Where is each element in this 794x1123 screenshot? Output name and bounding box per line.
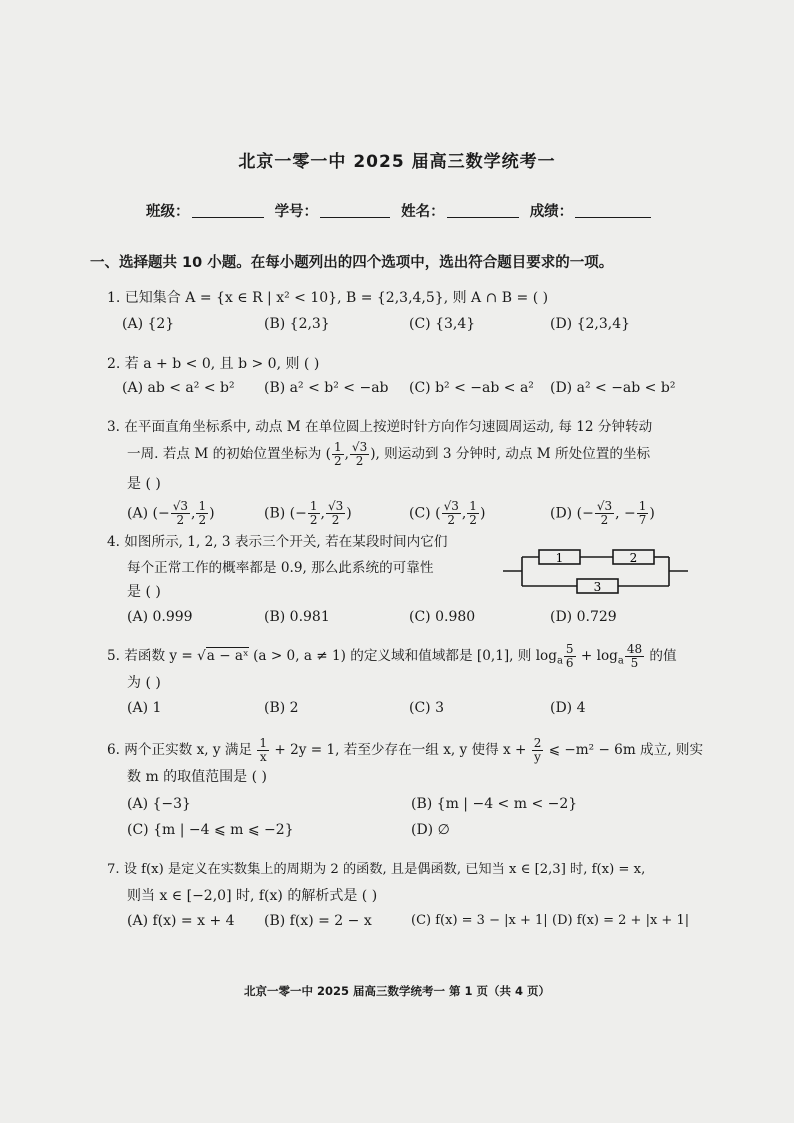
q5-plus-log: + log xyxy=(576,648,618,664)
q7-option-b: (B) f(x) = 2 − x xyxy=(264,913,372,929)
switch-2-label: 2 xyxy=(629,551,638,565)
question-6-line-2: 数 m 的取值范围是 ( ) xyxy=(127,769,267,785)
q6-option-b: (B) {m | −4 < m < −2} xyxy=(411,796,578,812)
frac-num: √3 xyxy=(327,499,344,513)
q6-fraction-2 xyxy=(532,737,544,764)
q5-option-c: (C) 3 xyxy=(409,700,444,716)
page-footer: 北京一零一中 2025 届高三数学统考一 第 1 页（共 4 页） xyxy=(243,984,551,998)
frac-num: 1 xyxy=(259,736,268,750)
q6-prefix: 6. 两个正实数 x, y 满足 xyxy=(107,742,257,758)
q7-option-d: (D) f(x) = 2 + |x + 1| xyxy=(552,913,690,928)
q3-option-d: (D) (− $\frac{√3}{2}$ , − $\frac{1}{7}$ ) xyxy=(550,499,655,527)
student-info-line xyxy=(146,200,657,221)
q4-option-c: (C) 0.980 xyxy=(409,609,476,625)
frac-num: 2 xyxy=(533,736,542,750)
q3-c-x xyxy=(442,500,461,527)
q3-init-x-fraction xyxy=(332,441,344,468)
q3-c-y xyxy=(467,500,479,527)
score-label: 成绩： xyxy=(529,204,574,220)
q5-option-d: (D) 4 xyxy=(550,700,586,716)
q4-option-a: (A) 0.999 xyxy=(127,609,193,625)
q1-option-b: (B) {2,3} xyxy=(264,316,330,332)
frac-den: 2 xyxy=(331,513,340,527)
q3-frac-num: 1 xyxy=(333,440,342,454)
question-4-line-3: 是 ( ) xyxy=(127,584,161,600)
question-7-line-1: 7. 设 f(x) 是定义在实数集上的周期为 2 的函数, 且是偶函数, 已知当 x ∈ [2,3] 时, f(x) = x, xyxy=(107,862,646,877)
q5-option-a: (A) 1 xyxy=(127,700,162,716)
question-5-line-1: 5. 若函数 y = √a − aˣ (a > 0, a ≠ 1) 的定义域和值域都是 [0,1], 则 $\log_a$ $\frac{5}{6}$ + $\log_a$ $\frac{48}{5}$ 的值 xyxy=(107,642,677,670)
student-id-label: 学号： xyxy=(274,204,319,220)
q3-option-c: (C) ( $\frac{√3}{2}$ , $\frac{1}{2}$ ) xyxy=(409,499,486,527)
q6-middle: + 2y = 1, 若至少存在一组 x, y 使得 x + xyxy=(270,742,531,758)
q5-suffix: 的值 xyxy=(645,648,677,664)
frac-num: √3 xyxy=(596,499,613,513)
question-3-line-3: 是 ( ) xyxy=(127,476,161,492)
q3-frac-num: √3 xyxy=(351,440,368,454)
question-6-line-1 xyxy=(107,737,703,764)
q3-option-b: (B) (− $\frac{1}{2}$ , $\frac{√3}{2}$ ) xyxy=(264,499,352,527)
frac-den: 2 xyxy=(447,513,456,527)
q1-option-d: (D) {2,3,4} xyxy=(550,316,631,332)
q4-option-b: (B) 0.981 xyxy=(264,609,330,625)
frac-num: √3 xyxy=(172,499,188,513)
frac-den: 2 xyxy=(176,513,185,527)
q6-suffix: ⩽ −m² − 6m 成立, 则实 xyxy=(544,742,704,758)
switch-circuit-diagram xyxy=(503,542,688,600)
q3-a-y xyxy=(196,500,208,527)
q3-b-x xyxy=(308,500,320,527)
switch-1-label: 1 xyxy=(555,551,564,565)
frac-num: 1 xyxy=(638,499,647,513)
q5-sqrt-expression: a − aˣ xyxy=(206,648,249,664)
q1-option-c: (C) {3,4} xyxy=(409,316,476,332)
question-7-line-2: 则当 x ∈ [−2,0] 时, f(x) 的解析式是 ( ) xyxy=(127,888,378,904)
frac-den: 6 xyxy=(565,656,574,670)
frac-den: 2 xyxy=(198,513,207,527)
frac-num: 1 xyxy=(309,499,318,513)
q3-init-y-fraction xyxy=(350,441,369,468)
q3-line2-prefix: 一周. 若点 M 的初始位置坐标为 ( xyxy=(127,446,331,462)
q3-c-label: (C) xyxy=(409,505,431,522)
frac-den: x xyxy=(259,750,267,764)
q3-line2-suffix: ), 则运动到 3 分钟时, 动点 M 所处位置的坐标 xyxy=(370,446,651,462)
question-2-stem: 2. 若 a + b < 0, 且 b > 0, 则 ( ) xyxy=(107,356,320,372)
student-id-blank[interactable] xyxy=(320,203,390,218)
q2-option-b: (B) a² < b² < −ab xyxy=(264,380,389,396)
question-4-line-2: 每个正常工作的概率都是 0.9, 那么此系统的可靠性 xyxy=(127,560,434,576)
frac-den: 2 xyxy=(469,513,477,527)
frac-den: y xyxy=(534,750,541,764)
q5-log-base: a xyxy=(556,655,563,667)
score-blank[interactable] xyxy=(575,203,651,218)
q3-frac-den: 2 xyxy=(333,454,342,468)
q1-option-a: (A) {2} xyxy=(122,316,175,332)
q7-option-c: (C) f(x) = 3 − |x + 1| xyxy=(411,913,548,928)
name-blank[interactable] xyxy=(447,203,519,218)
q3-b-label: (B) xyxy=(264,505,286,522)
frac-num: 1 xyxy=(198,499,207,513)
q5-fraction-1 xyxy=(564,643,576,670)
class-blank[interactable] xyxy=(192,203,264,218)
q3-b-y xyxy=(326,500,345,527)
q3-frac-den: 2 xyxy=(355,454,364,468)
q6-option-d: (D) ∅ xyxy=(411,822,450,838)
question-1-stem: 1. 已知集合 A = {x ∈ R | x² < 10}, B = {2,3,4,5}, 则 A ∩ B = ( ) xyxy=(107,290,549,306)
q3-d-y xyxy=(637,500,649,527)
frac-num: 48 xyxy=(626,642,643,656)
q5-option-b: (B) 2 xyxy=(264,700,299,716)
q2-option-a: (A) ab < a² < b² xyxy=(122,380,235,396)
question-3-line-1: 3. 在平面直角坐标系中, 动点 M 在单位圆上按逆时针方向作匀速圆周运动, 每 12 分钟转动 xyxy=(107,419,653,435)
frac-den: 2 xyxy=(600,513,609,527)
q5-fraction-2 xyxy=(625,643,644,670)
frac-num: 1 xyxy=(469,499,477,513)
exam-title: 北京一零一中 2025 届高三数学统考一 xyxy=(238,152,556,172)
question-4-line-1: 4. 如图所示, 1, 2, 3 表示三个开关, 若在某段时间内它们 xyxy=(107,534,448,550)
q5-log-base-2: a xyxy=(617,655,624,667)
frac-num: 5 xyxy=(565,642,574,656)
q4-option-d: (D) 0.729 xyxy=(550,609,617,625)
q7-option-a: (A) f(x) = x + 4 xyxy=(127,913,235,929)
frac-den: 7 xyxy=(638,513,647,527)
frac-num: √3 xyxy=(443,499,459,513)
q5-middle: (a > 0, a ≠ 1) 的定义域和值域都是 [0,1], 则 log xyxy=(248,648,557,664)
question-5-line-2: 为 ( ) xyxy=(127,675,161,691)
q6-option-c: (C) {m | −4 ⩽ m ⩽ −2} xyxy=(127,822,294,838)
question-3-line-2: 一周. 若点 M 的初始位置坐标为 ( $\frac{1}{2}$ , $\frac{√3}{2}$ ), 则运动到 3 分钟时, 动点 M 所处位置的坐标 xyxy=(127,440,651,468)
q3-a-x xyxy=(171,500,190,527)
q2-option-d: (D) a² < −ab < b² xyxy=(550,380,676,396)
name-label: 姓名： xyxy=(401,204,445,220)
switch-3-label: 3 xyxy=(593,580,602,594)
frac-den: 2 xyxy=(309,513,318,527)
q3-option-a: (A) (− $\frac{√3}{2}$ , $\frac{1}{2}$ ) xyxy=(127,499,215,527)
q2-option-c: (C) b² < −ab < a² xyxy=(409,380,534,396)
q6-fraction-1 xyxy=(257,737,269,764)
q6-option-a: (A) {−3} xyxy=(127,796,191,812)
section-heading: 一、选择题共 10 小题。在每小题列出的四个选项中，选出符合题目要求的一项。 xyxy=(90,255,614,271)
frac-den: 5 xyxy=(630,656,639,670)
class-label: 班级： xyxy=(146,204,190,220)
q5-prefix: 5. 若函数 y = xyxy=(107,648,198,664)
q3-d-label: (D) xyxy=(550,505,573,522)
q3-d-x xyxy=(595,500,614,527)
q3-a-label: (A) xyxy=(127,505,149,522)
